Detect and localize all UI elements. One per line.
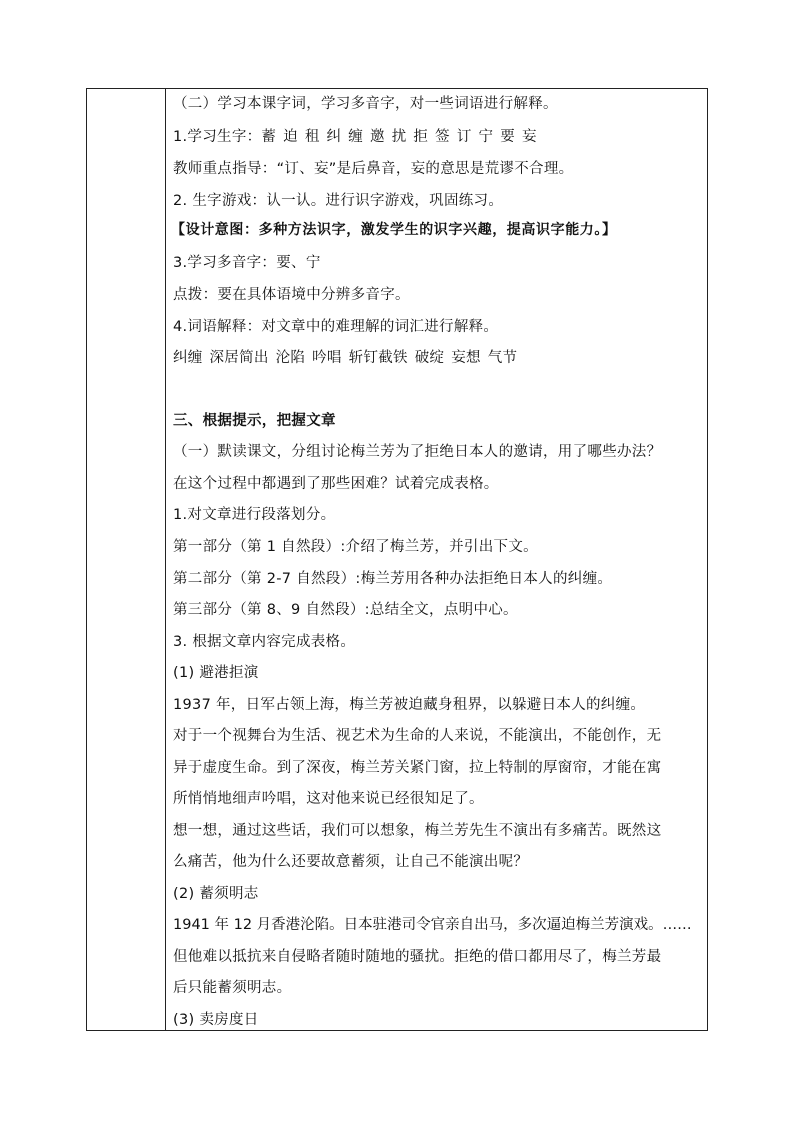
paragraph-1937: 1937 年，日军占领上海，梅兰芳被迫藏身租界，以躲避日本人的纠缠。 xyxy=(173,697,646,713)
guidance-tip-line: 点拨：要在具体语境中分辨多音字。 xyxy=(173,287,410,303)
reading-task-line-2: 在这个过程中都遇到了那些困难？试着完成表格。 xyxy=(173,476,499,492)
part-one-line: 第一部分（第 1 自然段）:介绍了梅兰芳，并引出下文。 xyxy=(173,539,538,555)
paragraph-division-heading: 1.对文章进行段落划分。 xyxy=(173,507,336,523)
teacher-guidance-line: 教师重点指导：“订、妄”是后鼻音，妄的意思是荒谬不合理。 xyxy=(173,161,574,177)
reflection-line-1: 想一想，通过这些话，我们可以想象，梅兰芳先生不演出有多痛苦。既然这 xyxy=(173,823,662,839)
paragraph-text-line: 后只能蓄须明志。 xyxy=(173,980,292,996)
subheading-2: (2) 蓄须明志 xyxy=(173,886,259,902)
table-left-column xyxy=(87,89,166,1030)
subheading-3: (3) 卖房度日 xyxy=(173,1012,259,1028)
paragraph-text-line: 但他难以抵抗来自侵略者随时随地的骚扰。拒绝的借口都用尽了，梅兰芳最 xyxy=(173,949,662,965)
complete-table-line: 3. 根据文章内容完成表格。 xyxy=(173,634,356,650)
new-characters-line: 1.学习生字：蓄 迫 租 纠 缠 邀 扰 拒 签 订 宁 要 妄 xyxy=(173,129,537,145)
word-explanation-line: 4.词语解释：对文章中的难理解的词汇进行解释。 xyxy=(173,319,499,335)
reflection-line-2: 么痛苦，他为什么还要故意蓄须，让自己不能演出呢？ xyxy=(173,854,529,870)
design-intent-note: 【设计意图：多种方法识字，激发学生的识字兴趣，提高识字能力。】 xyxy=(171,222,617,238)
lesson-table xyxy=(86,88,708,1031)
paragraph-text-line: 异于虚度生命。到了深夜，梅兰芳关紧门窗，拉上特制的厚窗帘，才能在寓 xyxy=(173,760,662,776)
reading-task-line-1: （一）默读课文，分组讨论梅兰芳为了拒绝日本人的邀请，用了哪些办法？ xyxy=(173,444,662,460)
paragraph-text-line: 所悄悄地细声吟唱，这对他来说已经很知足了。 xyxy=(173,791,484,807)
part-three-line: 第三部分（第 8、9 自然段）:总结全文，点明中心。 xyxy=(173,602,518,618)
part-two-line: 第二部分（第 2-7 自然段）:梅兰芳用各种办法拒绝日本人的纠缠。 xyxy=(173,571,613,587)
section-heading: 三、根据提示，把握文章 xyxy=(173,413,336,429)
subsection-heading: （二）学习本课字词，学习多音字，对一些词语进行解释。 xyxy=(173,96,558,112)
character-game-line: 2. 生字游戏：认一认。进行识字游戏，巩固练习。 xyxy=(173,193,504,209)
paragraph-1941: 1941 年 12 月香港沦陷。日本驻港司令官亲自出马，多次逼迫梅兰芳演戏。…… xyxy=(173,917,692,933)
paragraph-text-line: 对于一个视舞台为生活、视艺术为生命的人来说，不能演出，不能创作，无 xyxy=(173,728,662,744)
polyphonic-characters-line: 3.学习多音字：要、宁 xyxy=(173,255,321,271)
subheading-1: (1) 避港拒演 xyxy=(173,665,259,681)
vocabulary-list: 纠缠 深居简出 沦陷 吟唱 斩钉截铁 破绽 妄想 气节 xyxy=(173,350,518,366)
